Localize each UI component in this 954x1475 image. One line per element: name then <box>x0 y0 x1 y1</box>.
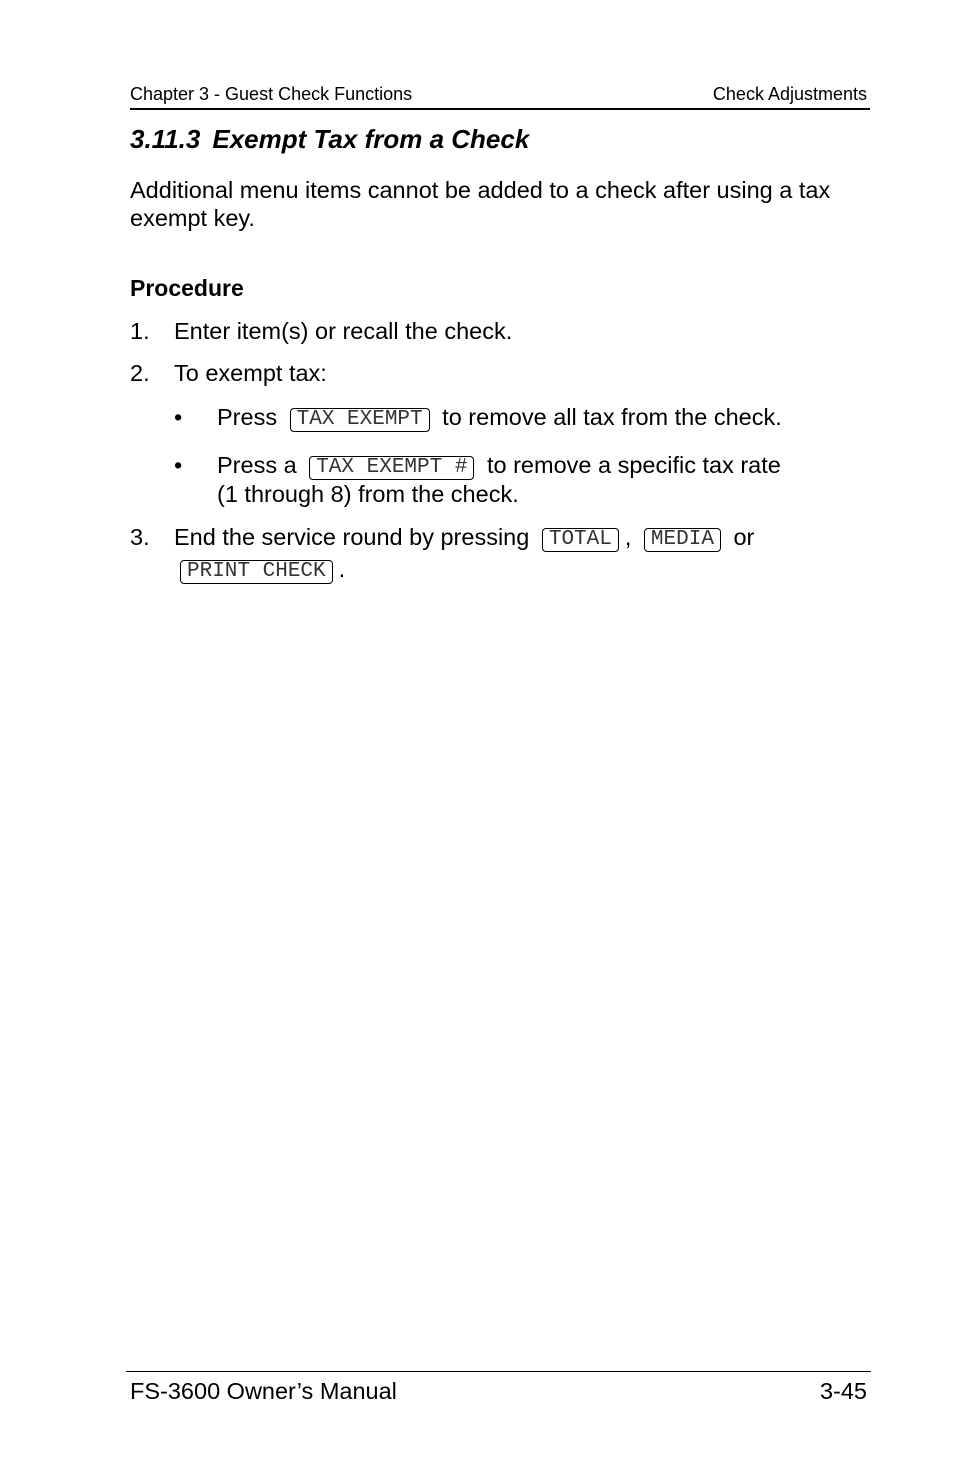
print-check-key: PRINT CHECK <box>180 560 333 584</box>
header-chapter: Chapter 3 - Guest Check Functions <box>130 84 413 104</box>
step-3-continuation <box>174 555 345 584</box>
bullet-1-symbol: • <box>174 404 183 430</box>
page-header <box>130 84 870 110</box>
section-number: 3.11.3 <box>130 124 201 154</box>
header-section: Check Adjustments <box>712 84 867 104</box>
bullet-1 <box>217 403 782 432</box>
step-2-number: 2. <box>130 360 150 386</box>
bullet-1-after: to remove all tax from the check. <box>442 404 782 430</box>
bullet-2-after: to remove a specific tax rate <box>486 452 781 478</box>
step-3-text: End the service round by pressing <box>174 524 530 550</box>
step-1-number: 1. <box>130 318 150 344</box>
bullet-1-before: Press <box>217 404 278 430</box>
intro-paragraph: Additional menu items cannot be added to a check after using a tax exempt key. <box>130 177 831 231</box>
step-3-number: 3. <box>130 524 150 550</box>
procedure-heading: Procedure <box>130 275 244 301</box>
step-3 <box>174 523 754 552</box>
step-3-or: or <box>733 524 755 550</box>
step-3-comma: , <box>624 524 632 550</box>
step-1-text: Enter item(s) or recall the check. <box>174 318 513 344</box>
section-title-text: Exempt Tax from a Check <box>212 124 530 154</box>
section-title <box>130 124 529 155</box>
bullet-2-continuation: (1 through 8) from the check. <box>217 481 519 507</box>
tax-exempt-key: TAX EXEMPT <box>290 408 430 432</box>
step-2-text: To exempt tax: <box>174 360 327 386</box>
bullet-2-symbol: • <box>174 452 183 478</box>
footer-page-number: 3-45 <box>819 1378 867 1404</box>
total-key: TOTAL <box>542 528 619 552</box>
step-3-period: . <box>338 556 346 582</box>
tax-exempt-number-key: TAX EXEMPT # <box>309 456 474 480</box>
bullet-2 <box>217 451 781 480</box>
footer-manual-title: FS-3600 Owner’s Manual <box>130 1378 397 1404</box>
page-footer <box>126 1371 871 1408</box>
bullet-2-before: Press a <box>217 452 297 478</box>
media-key: MEDIA <box>644 528 721 552</box>
